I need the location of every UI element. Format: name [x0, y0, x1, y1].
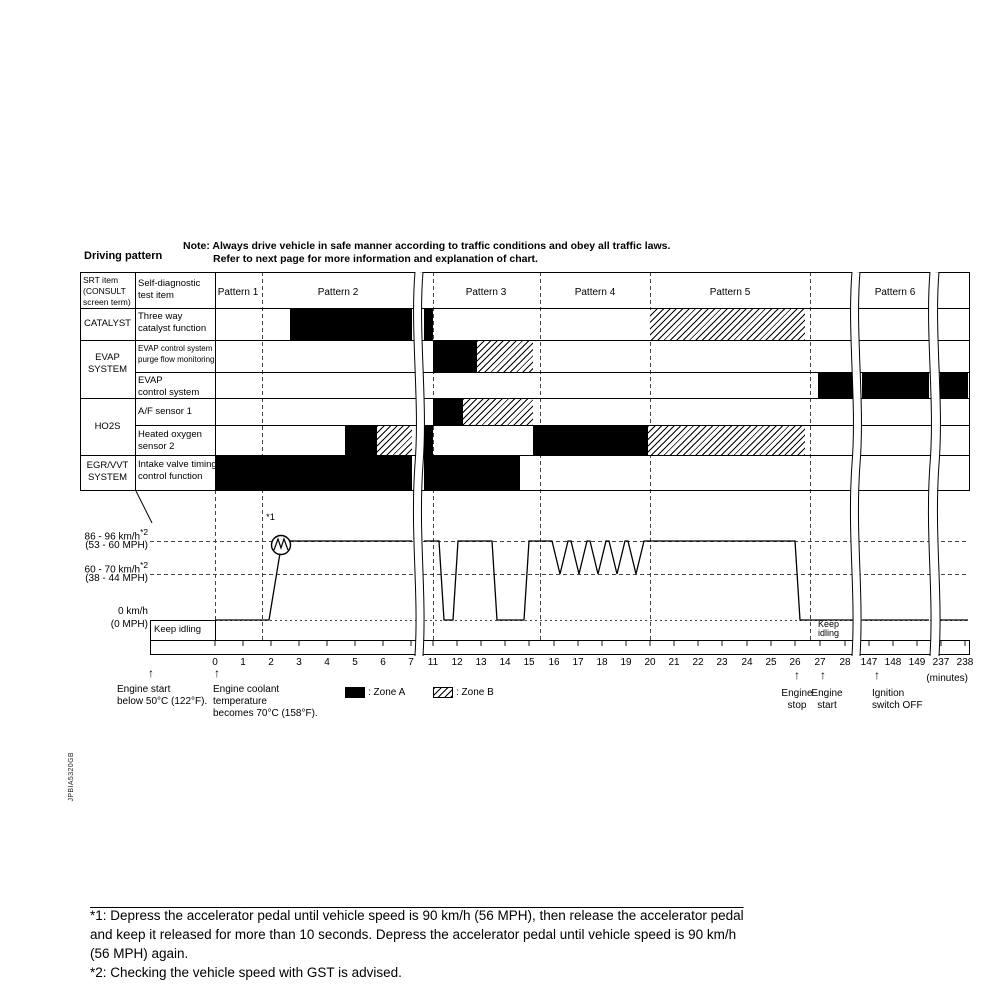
time-tick-label: 14	[499, 657, 511, 668]
zone-b-swatch	[433, 687, 453, 698]
srt-group-catalyst: CATALYST	[84, 318, 131, 329]
axis-high-range: 86 - 96 km/h	[84, 531, 141, 543]
time-tick-label: 15	[523, 657, 535, 668]
keep-idling-right-label: Keep	[818, 619, 840, 629]
item-evap-control: EVAP	[138, 375, 163, 386]
time-tick-label: 22	[692, 657, 704, 668]
item-evap-purge: purge flow monitoring	[138, 355, 215, 364]
coolant-temperature-note	[213, 684, 318, 720]
keep-idling-left-label: Keep idling	[154, 624, 202, 635]
engine-start-cold-line: below 50°C (122°F).	[117, 696, 208, 707]
time-tick-label: 11	[427, 657, 439, 668]
diagram-title: Driving pattern	[84, 250, 163, 262]
axis-label-zero-mph: (0 MPH)	[110, 619, 148, 630]
pattern-3-label: Pattern 3	[465, 287, 507, 298]
time-tick-label: 24	[741, 657, 753, 668]
time-tick-label: 147	[860, 657, 878, 668]
time-tick-label: 21	[668, 657, 680, 668]
item-three-way: catalyst function	[138, 323, 207, 334]
time-tick-label: 19	[620, 657, 632, 668]
up-arrow-icon: ↑	[794, 668, 800, 682]
item-evap-purge: EVAP control system	[138, 344, 213, 353]
time-tick-label: 25	[765, 657, 777, 668]
item-evap-control: control system	[138, 387, 200, 398]
time-tick-label: 1	[240, 657, 246, 668]
time-tick-label: 27	[814, 657, 826, 668]
note-line-2: Refer to next page for more information and explanation of chart.	[213, 253, 538, 265]
engine-stop-line: stop	[787, 700, 807, 711]
srt-header-line: (CONSULT	[83, 286, 126, 296]
footnote-line: *2: Checking the vehicle speed with GST is advised.	[90, 965, 402, 980]
time-tick-label: 3	[296, 657, 302, 668]
srt-header-line: SRT item	[83, 275, 119, 285]
time-tick-label: 13	[475, 657, 487, 668]
zone-a-legend-label: : Zone A	[368, 687, 406, 698]
pattern-2-label: Pattern 2	[317, 287, 359, 298]
time-tick-label: 18	[596, 657, 608, 668]
time-tick-label: 17	[572, 657, 584, 668]
pattern-5-label: Pattern 5	[709, 287, 751, 298]
ignition-off-note	[872, 688, 923, 712]
engine-start-line: Engine	[811, 688, 843, 699]
star1-marker-label: *1	[266, 512, 275, 523]
up-arrow-icon: ↑	[148, 666, 154, 680]
footnote-line: (56 MPH) again.	[90, 946, 189, 961]
document-code: JPBIA5320GB	[68, 752, 75, 802]
srt-group-egr: EGR/VVT	[86, 460, 129, 471]
axis-label-zero: 0 km/h	[117, 606, 148, 617]
ignition-off-line: switch OFF	[872, 700, 923, 711]
engine-stop-note	[781, 688, 812, 712]
time-tick-label: 16	[548, 657, 560, 668]
time-tick-label: 5	[352, 657, 358, 668]
item-af-sensor-1: A/F sensor 1	[138, 406, 192, 417]
axis-high-footnote-ref: *2	[140, 527, 148, 537]
axis-break	[928, 272, 940, 656]
axis-label-mid-mph: (38 - 44 MPH)	[85, 573, 148, 584]
item-intake-valve-timing: control function	[138, 471, 203, 482]
time-tick-label: 28	[839, 657, 851, 668]
note-line-1: Note: Always drive vehicle in safe manner according to traffic conditions and obey all traffic laws.	[183, 240, 671, 252]
item-intake-valve-timing: Intake valve timing	[138, 459, 217, 470]
time-tick-label: 7	[408, 657, 414, 668]
pattern-6-label: Pattern 6	[874, 287, 916, 298]
axis-mid-footnote-ref: *2	[140, 560, 148, 570]
engine-start-cold-line: Engine start	[117, 684, 171, 695]
time-tick-label: 2	[268, 657, 274, 668]
srt-header-line: screen term)	[83, 297, 131, 307]
test-item-header-line: Self-diagnostic	[138, 278, 201, 289]
engine-start-cold-note	[117, 684, 207, 708]
time-tick-label: 6	[380, 657, 386, 668]
time-tick-label: 237	[932, 657, 950, 668]
ignition-off-line: Ignition	[872, 688, 905, 699]
srt-group-evap: EVAP	[95, 352, 120, 363]
engine-stop-line: Engine	[781, 688, 813, 699]
time-tick-label: 4	[324, 657, 330, 668]
up-arrow-icon: ↑	[874, 668, 880, 682]
time-tick-label: 26	[789, 657, 801, 668]
minutes-unit-label: (minutes)	[926, 673, 968, 684]
time-tick-label: 23	[716, 657, 728, 668]
coolant-note-line: temperature	[213, 696, 267, 707]
axis-break	[850, 272, 861, 656]
item-heated-oxygen: sensor 2	[138, 441, 175, 452]
time-tick-label: 20	[644, 657, 656, 668]
axis-mid-range: 60 - 70 km/h	[84, 564, 141, 576]
time-tick-label: 148	[884, 657, 902, 668]
coolant-note-line: becomes 70°C (158°F).	[213, 708, 318, 719]
zone-b-legend-label: : Zone B	[456, 687, 494, 698]
item-three-way: Three way	[138, 311, 183, 322]
pattern-4-label: Pattern 4	[574, 287, 616, 298]
connector-line	[136, 491, 152, 523]
coolant-note-line: Engine coolant	[213, 684, 280, 695]
time-tick-label: 238	[956, 657, 974, 668]
srt-group-ho2s: HO2S	[94, 421, 121, 432]
accel-release-symbol	[272, 536, 291, 555]
engine-start-line: start	[817, 700, 837, 711]
axis-break	[413, 272, 424, 656]
test-item-header-line: test item	[138, 290, 174, 301]
up-arrow-icon: ↑	[214, 666, 220, 680]
up-arrow-icon: ↑	[820, 668, 826, 682]
srt-group-evap: SYSTEM	[87, 364, 128, 375]
axis-label-high-mph: (53 - 60 MPH)	[85, 540, 148, 551]
keep-idling-right-label: idling	[818, 628, 840, 638]
zone-a-swatch	[345, 687, 365, 698]
time-tick-label: 149	[908, 657, 926, 668]
engine-start-note	[811, 688, 842, 712]
time-tick-label: 0	[212, 657, 218, 668]
footnote-line: *1: Depress the accelerator pedal until vehicle speed is 90 km/h (56 MPH), then release the accelerator pedal	[90, 908, 744, 923]
footnote-line: and keep it released for more than 10 seconds. Depress the accelerator pedal until vehicle speed is 90 km/h	[90, 927, 737, 942]
item-heated-oxygen: Heated oxygen	[138, 429, 202, 440]
srt-group-egr: SYSTEM	[87, 472, 128, 483]
pattern-1-label: Pattern 1	[217, 287, 259, 298]
time-tick-label: 12	[451, 657, 463, 668]
